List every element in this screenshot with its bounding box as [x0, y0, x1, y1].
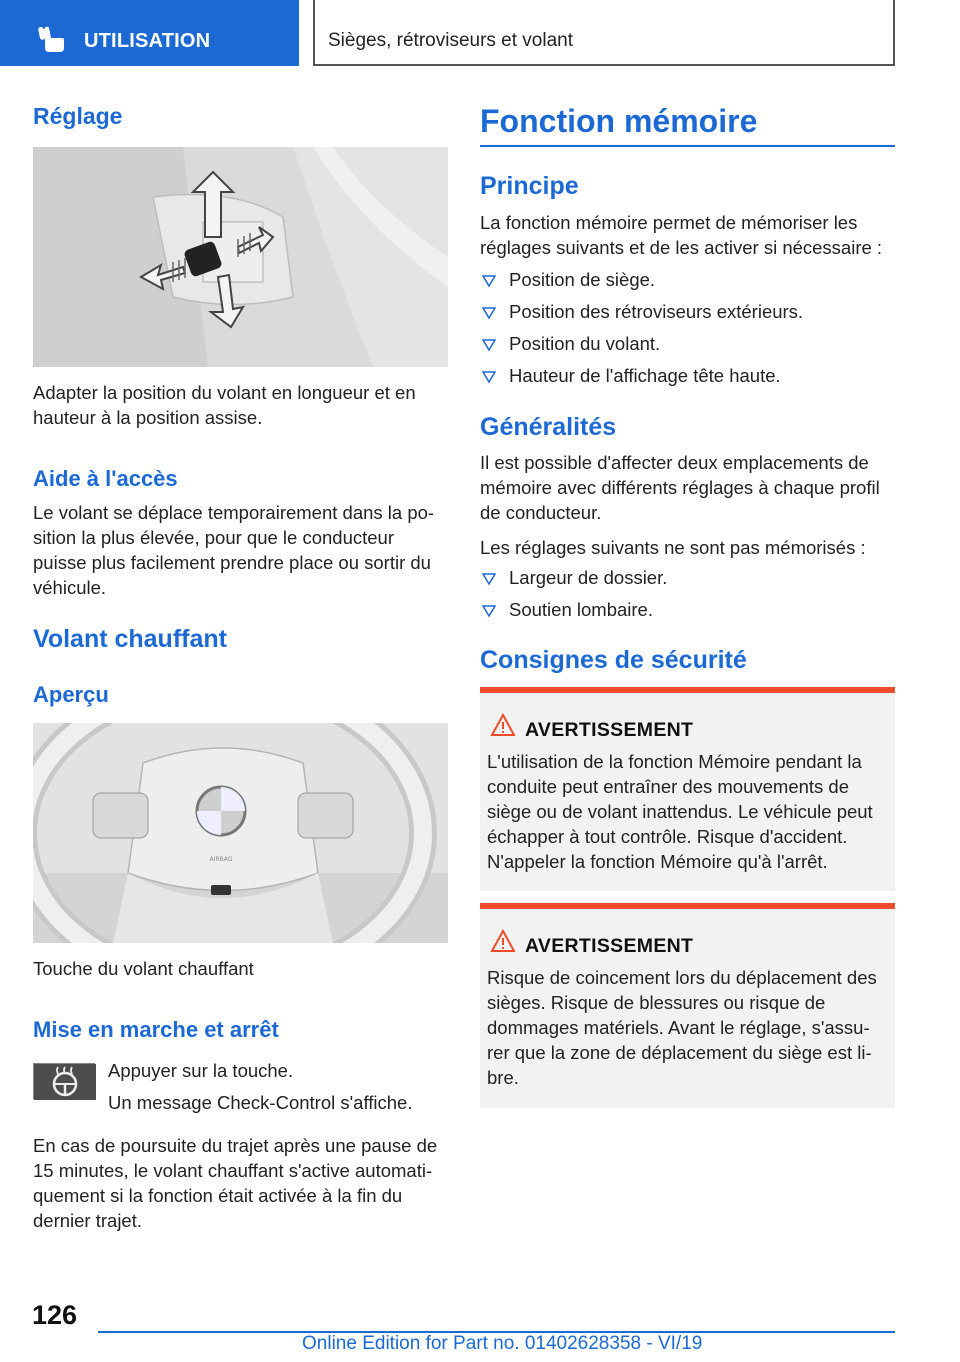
hand-pointer-icon: [36, 26, 68, 54]
aide-heading: Aide à l'accès: [33, 466, 178, 491]
reglage-caption: Adapter la position du volant en longueur et en hauteur à la position assise.: [33, 382, 416, 428]
principe-heading: Principe: [480, 172, 579, 200]
warning-title: AVERTISSEMENT: [525, 935, 694, 957]
apercu-caption: Touche du volant chauffant: [33, 958, 254, 979]
warning-title: AVERTISSEMENT: [525, 719, 694, 741]
fonction-memoire-heading: Fonction mémoire: [480, 103, 758, 139]
steering-wheel-photo: [33, 723, 448, 943]
aide-text: Le volant se déplace temporairement dans la po-sition la plus élevée, pour que le conducteur puisse plus facilement prendre place ou sortir du véhicule.: [33, 502, 435, 598]
heated-steering-wheel-icon: [33, 1063, 95, 1099]
warning-box: [480, 903, 895, 1108]
warning-box: [480, 687, 895, 891]
volant-chauffant-heading: Volant chauffant: [33, 625, 227, 653]
chapter-label: UTILISATION: [84, 30, 211, 52]
section-tab[interactable]: [313, 0, 895, 66]
chapter-tab[interactable]: [0, 0, 299, 66]
mise-text: En cas de poursuite du trajet après une pause de 15 minutes, le volant chauffant s'active automati-quement si la fonction était activée à la fin du dernier trajet.: [33, 1135, 438, 1231]
principe-text: La fonction mémoire permet de mémoriser les réglages suivants et de les activer si nécessaire :: [480, 212, 883, 258]
bullet-triangle-icon: [480, 565, 498, 590]
mise-step1: Appuyer sur la touche.: [108, 1060, 294, 1081]
warning-text: L'utilisation de la fonction Mémoire pendant la conduite peut entraîner des mouvements de siège ou de volant inattendus. Le véhicule peut échapper à tout contrôle. Risque d'accident. N'appeler la fonction Mémoire qu'à l'arrêt.: [487, 751, 873, 872]
airbag-badge: AIRBAG: [209, 856, 233, 863]
consignes-heading: Consignes de sécurité: [480, 646, 747, 674]
edition-text: Online Edition for Part no. 01402628358 - VI/19: [302, 1333, 703, 1354]
warning-triangle-icon: [490, 713, 516, 737]
bullet-triangle-icon: [480, 267, 498, 292]
bullet-triangle-icon: [480, 363, 498, 388]
page-number: 126: [32, 1300, 78, 1330]
bullet-triangle-icon: [480, 597, 498, 622]
bullet-triangle-icon: [480, 299, 498, 324]
warning-text: Risque de coincement lors du déplacement des sièges. Risque de blessures ou risque de dommages matériels. Avant le réglage, s'assu-rer que la zone de déplacement du siège est li-bre.: [487, 967, 877, 1088]
section-label: Sièges, rétroviseurs et volant: [328, 30, 574, 51]
generalites-text2: Les réglages suivants ne sont pas mémorisés :: [480, 537, 866, 558]
generalites-heading: Généralités: [480, 413, 617, 441]
bullet-triangle-icon: [480, 331, 498, 356]
steering-adjust-photo: [33, 147, 448, 367]
mise-step2: Un message Check-Control s'affiche.: [108, 1092, 413, 1113]
reglage-heading: Réglage: [33, 103, 123, 129]
warning-triangle-icon: [490, 929, 516, 953]
mise-heading: Mise en marche et arrêt: [33, 1017, 279, 1042]
apercu-heading: Aperçu: [33, 682, 109, 707]
generalites-text: Il est possible d'affecter deux emplacements de mémoire avec différents réglages à chaque profil de conducteur.: [480, 452, 880, 523]
heading-rule: [480, 145, 895, 147]
